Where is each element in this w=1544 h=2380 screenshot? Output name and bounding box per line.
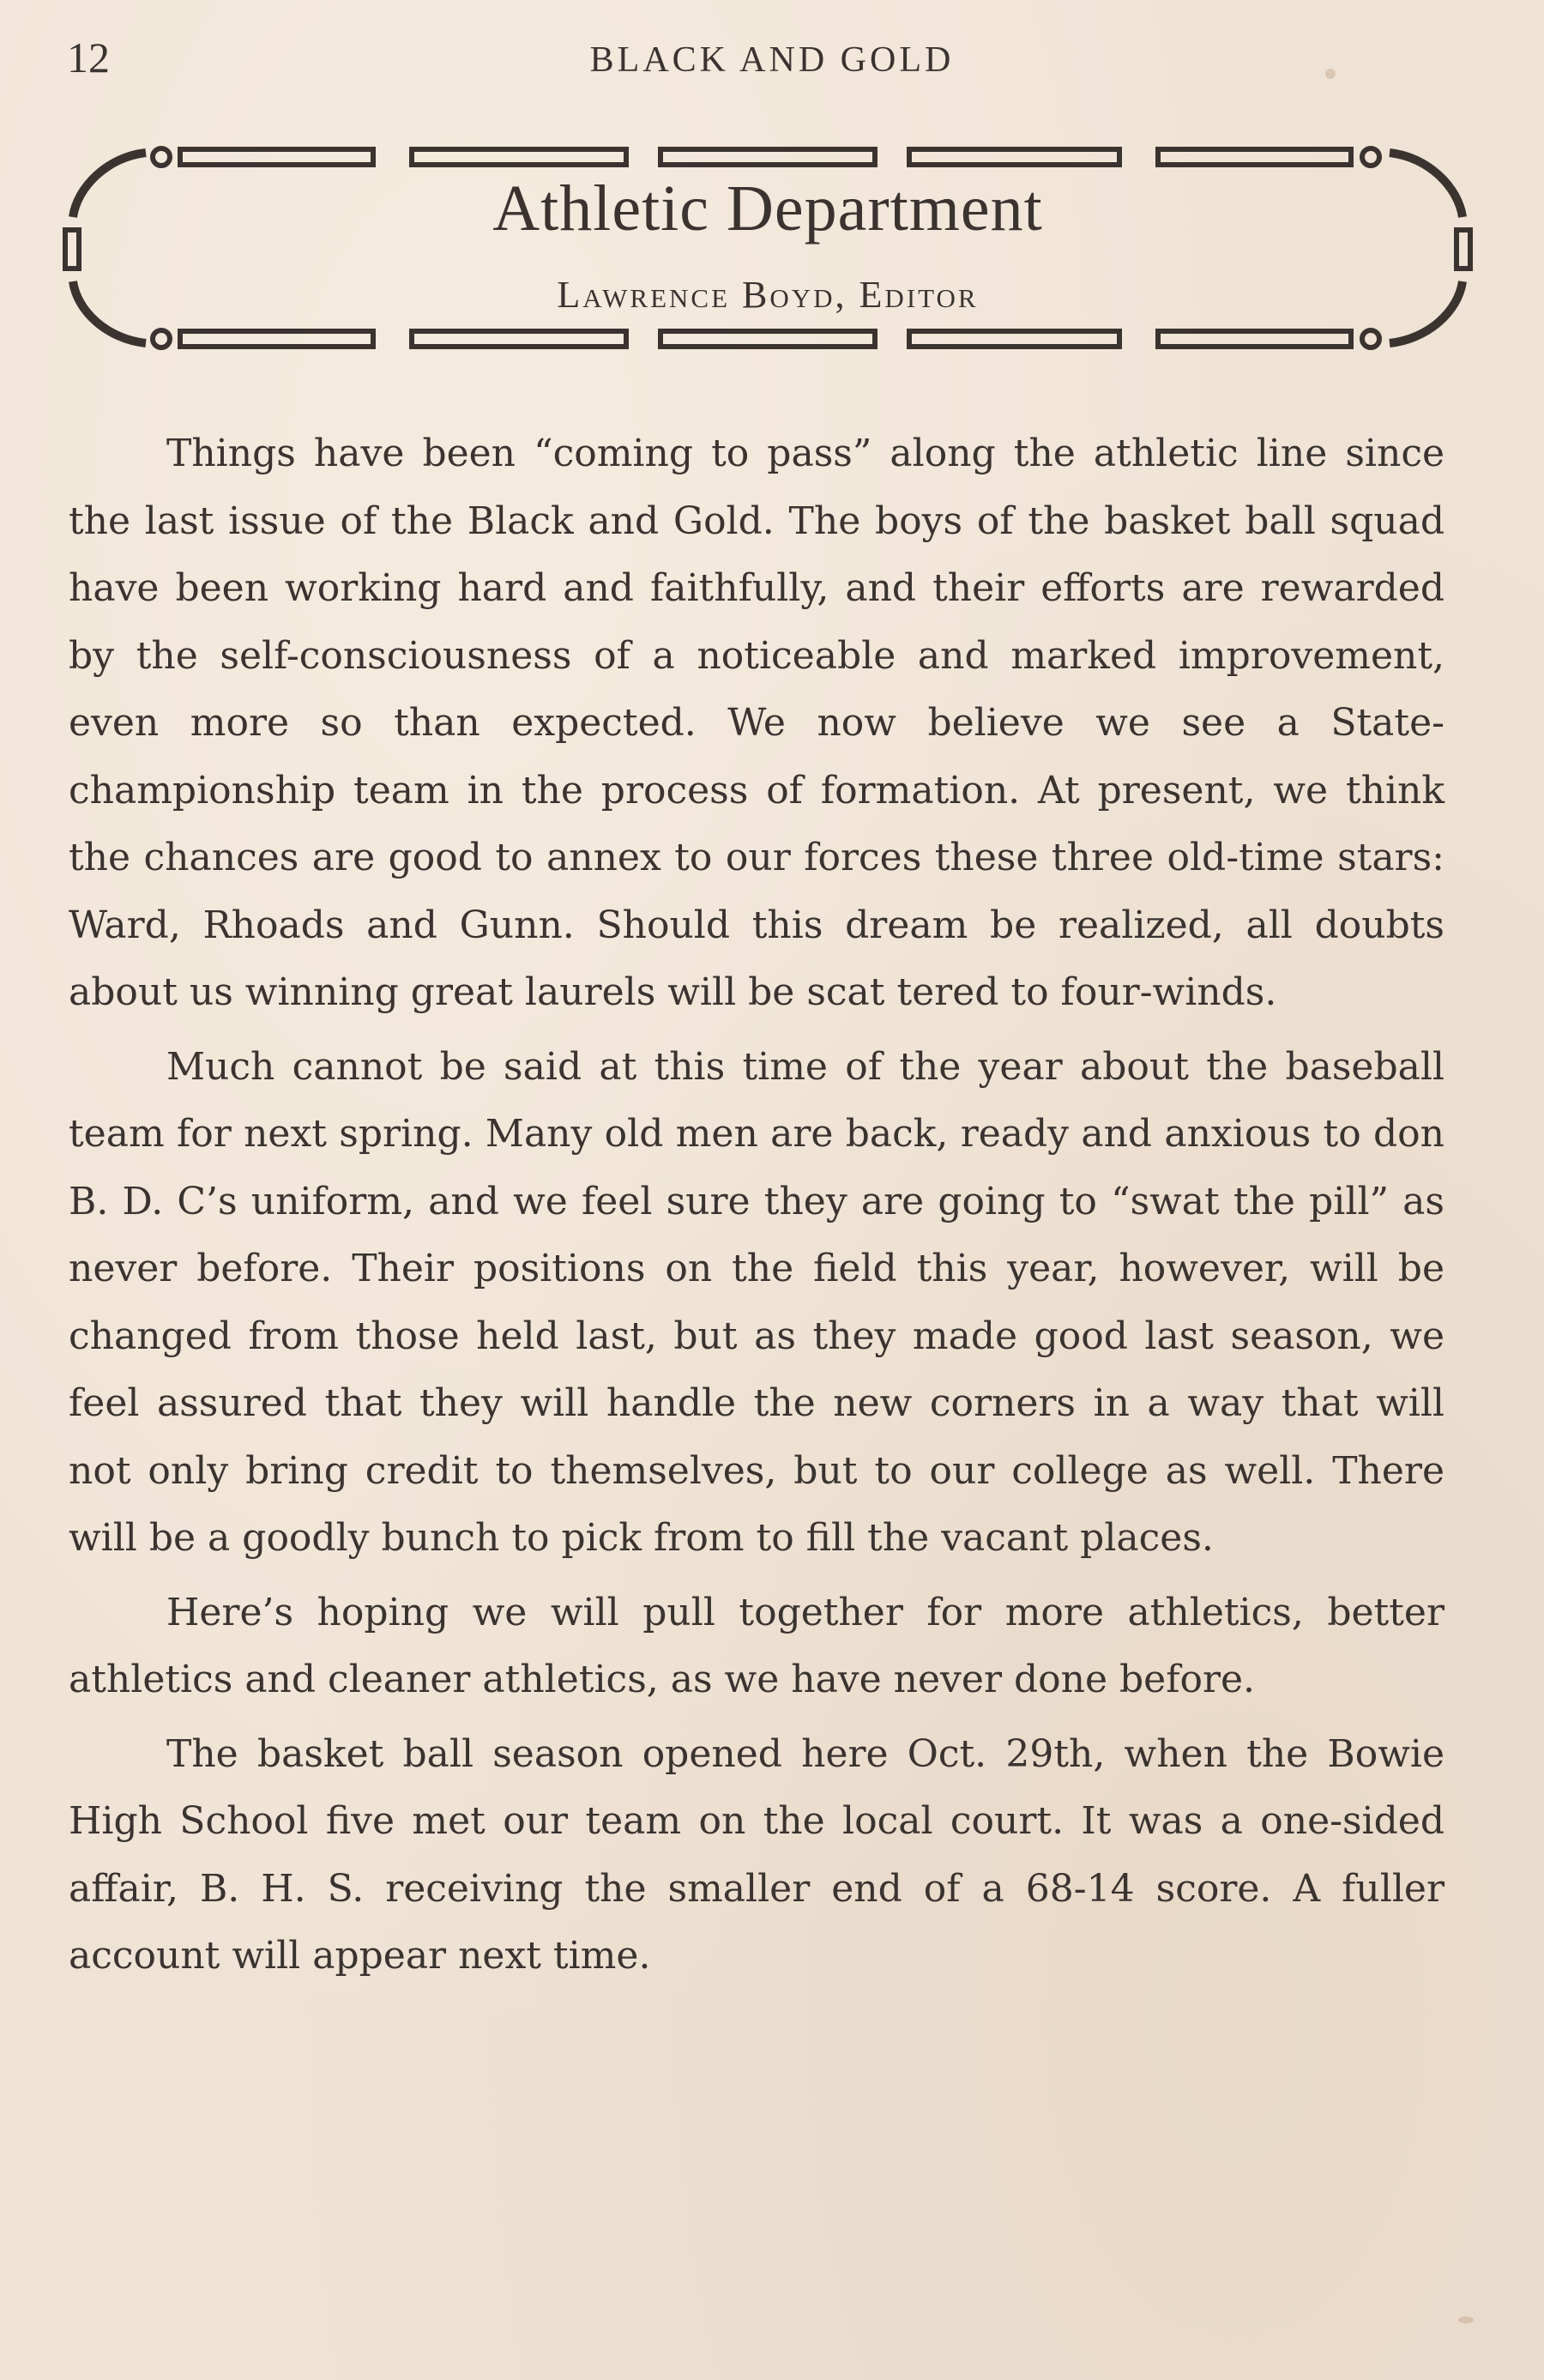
section-banner: [60, 127, 1475, 369]
paragraph: Things have been “coming to pass” along the athletic line since the last issue of the Black and Gold. The boys of the basket ball squad have been working hard and faithfully, and their efforts are rewarded by the self-consciousness of a noticeable and marked improvement, even more so than expected. We now believe we see a State-championship team in the process of formation. At present, we think the chances are good to annex to our forces these three old-time stars: Ward, Rhoads and Gunn. Should this dream be realized, all doubts about us winning great laurels will be scat tered to four-winds.: [69, 432, 1444, 1014]
running-head: BLACK AND GOLD: [589, 40, 955, 80]
section-editor: Lawrence Boyd, Editor: [557, 274, 979, 316]
article-body: [69, 420, 1444, 1997]
paper-stain: [1458, 2317, 1474, 2323]
page-number: 12: [67, 33, 110, 82]
paragraph: The basket ball season opened here Oct. 29th, when the Bowie High School five met our team on the local court. It was a one-sided affair, B. H. S. receiving the smaller end of a 68-14 score. A fuller account will appear next time.: [69, 1731, 1444, 1978]
section-title: Athletic Department: [492, 172, 1043, 245]
page-header: [67, 33, 1477, 93]
paragraph: Much cannot be said at this time of the year about the baseball team for next spring. Many old men are back, ready and anxious to don B. D. C’s uniform, and we feel sure they are going to “swat the pill” as never before. Their positions on the field this year, however, will be changed from those held last, but as they made good last season, we feel assured that they will handle the new corners in a way that will not only bring credit to themselves, but to our college as well. There will be a goodly bunch to pick from to fill the vacant places.: [69, 1044, 1444, 1560]
ornamental-frame-icon: [60, 127, 1475, 369]
paper-stain: [1325, 69, 1336, 79]
paragraph: Here’s hoping we will pull together for more athletics, better athletics and cleaner athletics, as we have never done before.: [69, 1590, 1444, 1701]
